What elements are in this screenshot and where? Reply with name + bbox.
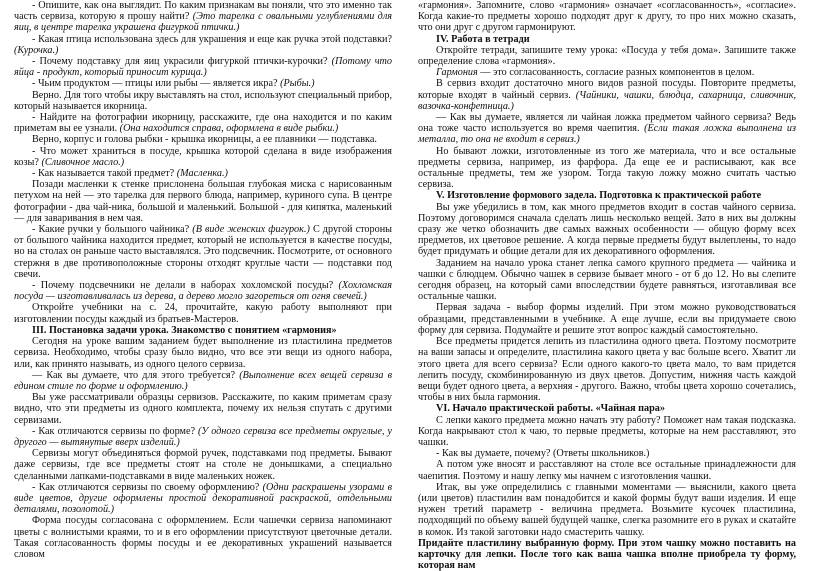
paragraph: - Как вы думаете, почему? (Ответы школьников.): [436, 448, 650, 460]
paragraph: [14, 224, 392, 280]
paragraph: А потом уже вносят и расставляют на столе все остальные принадлежности для чаепития. Поэтому и нашу лепку мы начнем с изготовления чашки.: [418, 459, 796, 482]
paragraph: [14, 112, 392, 134]
paragraph: Первая задача - выбор формы изделий. При этом можно руководствоваться образцами, представленными в учебнике. А еще лучше, если вы придумаете свою форму для сервиза. Подумайте и решите этот вопрос каждый самостоятельно.: [418, 302, 796, 336]
question-text: - Как называется такой предмет?: [32, 168, 175, 180]
question-text: - Найдите на фотографии икорницу, расскажите, где она находится и по каким приметам вы ее узнали.: [14, 112, 392, 135]
paragraph: [14, 56, 392, 78]
left-column: [14, 0, 392, 560]
answer-text: (Выполнение всех вещей сервиза в едином стиле по форме и оформлению.): [14, 369, 393, 392]
paragraph: Вы уже убедились в том, как много предметов входит в состав чайного сервиза. Поэтому договоримся сначала сделать лишь несколько вещей. Зато в них вы должны сразу же четко обозначить две самых важных особенности — общую форму всех предметов, их цветовое решение. А когда первые предметы будут вылеплены, то надо будет придумать и общие детали для их декоративного оформления.: [418, 201, 796, 258]
question-text: - Как отличаются сервизы по своему оформлению?: [32, 481, 260, 493]
paragraph: Вы уже рассматривали образцы сервизов. Расскажите, по каким приметам сразу видно, что эти предметы из одного комплекта, почему их нельзя спутать с другими сервизами.: [14, 392, 392, 426]
answer-text: (Если такая ложка выполнена из металла, то она не входит в сервиз.): [418, 123, 796, 146]
paragraph-bold: Придайте пластилину выбранную форму. При этом чашку можно поставить на карточку для лепки. После того как ваша чашка вполне приобрела ту форму, которая нам: [418, 537, 796, 571]
answer-text: (В виде женских фигурок.): [192, 224, 310, 236]
answer-text: (Хохломская посуда — изготавливалась из дерева, а дерево могло загореться от огня свечей.): [14, 280, 392, 303]
question-text: - Почему подсвечники не делали в наборах хохломской посуды?: [32, 280, 334, 292]
question-text: - Чьим продуктом — птицы или рыбы — является икра?: [32, 78, 278, 90]
question-text: — Как вы думаете, что для этого требуется?: [32, 369, 236, 381]
paragraph: Сегодня на уроке вашим заданием будет выполнение из пластилина предметов сервиза. Необходимо, чтобы сразу было видно, что все эти вещи из одного набора, или, как принято называть, из одного целого сервиза.: [14, 336, 392, 370]
term-text: Гармония: [436, 67, 478, 79]
paragraph: Позади масленки к стенке прислонена большая глубокая миска с нарисованным петухом на ней — это тарелка для первого блюда, например, куриного супа. В центре фотографии - два чай-ника, большой и маленький. Большой - для кипятка, маленький — для заваривания в нем чая.: [14, 179, 392, 224]
paragraph: [14, 78, 392, 89]
section-heading-4: IV. Работа в тетради: [436, 33, 530, 45]
question-text: - Почему подставку для яиц украсили фигуркой птички-курочки?: [32, 56, 328, 68]
section-heading-5: V. Изготовление формового задела. Подготовка к практической работе: [436, 190, 762, 202]
paragraph: [14, 370, 392, 392]
paragraph: [14, 146, 392, 168]
question-text: - Как отличаются сервизы по форме?: [32, 425, 196, 437]
question-text: - Что может храниться в посуде, крышка которой сделана в виде изображения козы?: [14, 145, 392, 168]
paragraph: Все предметы придется лепить из пластилина одного цвета. Поэтому посмотрите на ваши запасы и определите, пластилина какого цвета у вас больше всего. Хватит ли этого цвета для всего сервиза? Если одного какого-то цвета мало, то вам придется лепить посуду, скомбинированную из двух цветов. Допустим, нижняя часть каждой вещи будет одного цвета, а верхняя - другого. Важно, чтобы цвета хорошо сочетались, чтобы в них была гармония.: [418, 336, 796, 404]
answer-text: (Чайники, чашки, блюдца, сахарница, сливочник, вазочка-конфетница.): [418, 89, 797, 112]
paragraph: Откройте тетради, запишите тему урока: «Посуда у тебя дома». Запишите также определение слова «гармония».: [418, 44, 796, 68]
section-heading-6: VI. Начало практической работы. «Чайная пара»: [436, 403, 665, 415]
paragraph: [14, 34, 392, 56]
question-text: - Какие ручки у большого чайника?: [32, 224, 190, 236]
answer-text: (Потому что яйца - продукт, который приносит курица.): [14, 56, 393, 79]
paragraph: [14, 168, 392, 179]
body-text: В сервиз входит достаточно много видов разной посуды. Повторите предметы, которые входят в чайный сервиз.: [418, 78, 796, 101]
paragraph: [418, 67, 796, 78]
definition-text: — это согласованность, согласие разных компонентов в целом.: [480, 67, 755, 79]
paragraph: Заданием на начало урока станет лепка самого крупного предмета — чайника и чашки с блюдцем. Обычно чашек в сервизе бывает много - от 6 до 12. Но вы слепите сегодня образец, на который сами впоследствии будете равняться, изготавливая все остальные чашки.: [418, 257, 796, 303]
answer-text: (Сливочное масло.): [41, 156, 125, 168]
answer-text: (Рыбы.): [280, 78, 315, 90]
answer-text: (Она находится справа, оформлена в виде рыбки.): [119, 123, 339, 135]
paragraph: Откройте учебники на с. 24, прочитайте, какую работу выполняют при изготовлении посуды каждый из братьев-Мастеров.: [14, 302, 392, 325]
paragraph: Форма посуды согласована с оформлением. Если чашечки сервиза напоминают цветы с волнистыми краями, то и в его оформлении присутствуют цветочные детали. Такая согласованность формы посуды и ее декоративных украшений называется словом: [14, 515, 392, 560]
right-column: [418, 0, 796, 571]
paragraph: Но бывают ложки, изготовленные из того же материала, что и все остальные предметы сервиза, например, из фарфора. Да еще ее и расписывают, как все остальные предметы, тем же узором. Тогда такую ложку можно считать частью сервиза.: [418, 145, 796, 191]
question-text: - Опишите, как она выглядит. По каким признакам вы поняли, что это именно так часть сервиза, которую я прошу найти?: [14, 0, 392, 23]
paragraph: Верно, корпус и голова рыбки - крышка икорницы, а ее плавники — подставка.: [32, 134, 377, 146]
answer-text: (У одного сервиза все предметы округлые, у другого — вытянутые вверх изделий.): [14, 425, 392, 448]
paragraph: С лепки какого предмета можно начать эту работу? Поможет нам такая подсказка. Когда накрывают стол к чаю, то первые предметы, которые на нем расставляют, это чашки.: [418, 414, 796, 448]
paragraph: [418, 78, 796, 112]
paragraph: [14, 280, 392, 302]
paragraph: [14, 482, 392, 516]
paragraph: «гармония». Запомните, слово «гармония» означает «согласованность», «согласие». Когда какие-то предметы хорошо подходят друг к другу, то про них можно сказать, что они друг с другом гармонируют.: [418, 0, 796, 34]
paragraph: Сервизы могут объединяться формой ручек, подставками под предметы. Бывают даже сервизы, где все предметы стоят на столе не донышками, а специально сделанными лапками-подставками в виде маленьких ножек.: [14, 448, 392, 482]
answer-text: (Курочка.): [14, 44, 59, 56]
paragraph: [14, 426, 392, 448]
paragraph: [418, 112, 796, 146]
body-text: С другой стороны от большого чайника находится предмет, который не используется в качестве посуды, но на столах он раньше часто выставлялся. Это подсвечник. Посмотрите, от основного стержня в две противоположные стороны отходят круглые части — подставки под свечи.: [14, 224, 393, 280]
answer-text: (Масленка.): [176, 168, 228, 180]
question-text: — Как вы думаете, является ли чайная ложка предметом чайного сервиза? Ведь она тоже часто используется во время чаепития.: [418, 112, 796, 135]
section-heading-3: III. Постановка задачи урока. Знакомство с понятием «гармония»: [32, 324, 337, 336]
paragraph: Верно. Для того чтобы икру выставлять на стол, используют специальный прибор, который называется икорница.: [14, 89, 392, 112]
paragraph: [14, 0, 392, 34]
answer-text: (Одни раскрашены узорами в виде цветов, другие оформлены простой декоративной раскраской, отдельными деталями, позолотой.): [14, 481, 393, 516]
question-text: - Какая птица использована здесь для украшения и еще как ручка этой подставки?: [32, 33, 392, 45]
paragraph: Итак, вы уже определились с главными моментами — выяснили, какого цвета (или цветов) пластилин вам понадобится и какой формы будут ваши изделия. И еще нужен третий параметр - величина предмета. Возьмите кусочек пластилина, подходящий по объему вашей будущей чашке, слегка разомните его в руках и скатайте в комок. Из такой заготовки надо смастерить чашку.: [418, 481, 796, 538]
answer-text: (Это тарелка с овальными углублениями для яиц, в центре тарелка украшена фигуркой птички.): [14, 11, 393, 34]
